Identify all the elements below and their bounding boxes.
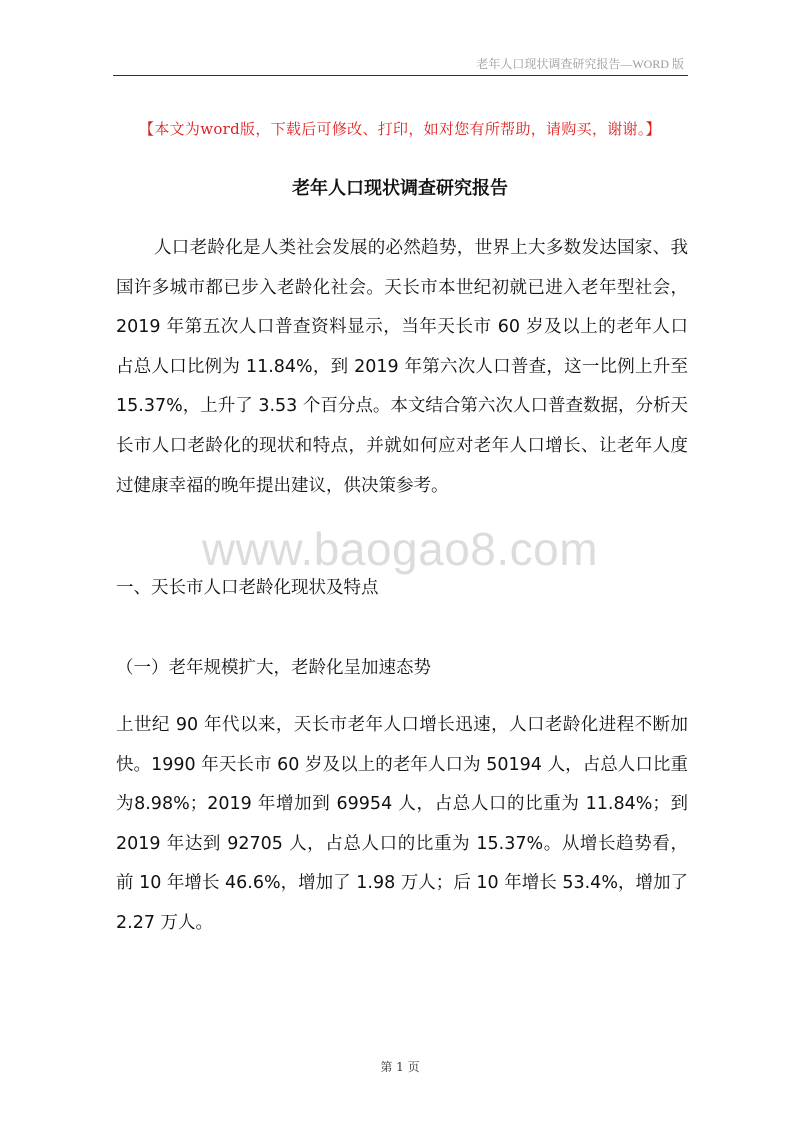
header-divider: [113, 75, 688, 76]
intro-paragraph: 人口老龄化是人类社会发展的必然趋势，世界上大多数发达国家、我国许多城市都已步入老龄化社会。天长市本世纪初就已进入老年型社会，2019 年第五次人口普查资料显示，当年天长市 60 岁及以上的老年人口占总人口比例为 11.84%，到 2019 年第六次人口普查，这一比例上升至 15.37%，上升了 3.53 个百分点。本文结合第六次人口普查数据，分析天长市人口老龄化的现状和特点，并就如何应对老年人口增长、让老年人度过健康幸福的晚年提出建议，供决策参考。: [116, 238, 688, 496]
page-header-title: 老年人口现状调查研究报告—WORD 版: [476, 57, 684, 71]
subsection-heading: （一）老年规模扩大，老龄化呈加速态势: [116, 658, 431, 678]
page-number: 第 1 页: [380, 1060, 420, 1074]
body-paragraph: 上世纪 90 年代以来，天长市老年人口增长迅速，人口老龄化进程不断加快。1990 年天长市 60 岁及以上的老年人口为 50194 人，占总人口比重为8.98%；2019 年增加到 69954 人，占总人口的比重为 11.84%；到 2019 年达到 92705 人，占总人口的比重为 15.37%。从增长趋势看，前 10 年增长 46.6%，增加了 1.98 万人；后 10 年增长 53.4%，增加了 2.27 万人。: [116, 715, 688, 933]
download-notice: 【本文为word版，下载后可修改、打印，如对您有所帮助，请购买，谢谢。】: [139, 120, 661, 138]
watermark: www.baogao8.com: [201, 523, 599, 575]
document-title: 老年人口现状调查研究报告: [292, 178, 508, 199]
section-heading: 一、天长市人口老龄化现状及特点: [116, 578, 379, 598]
